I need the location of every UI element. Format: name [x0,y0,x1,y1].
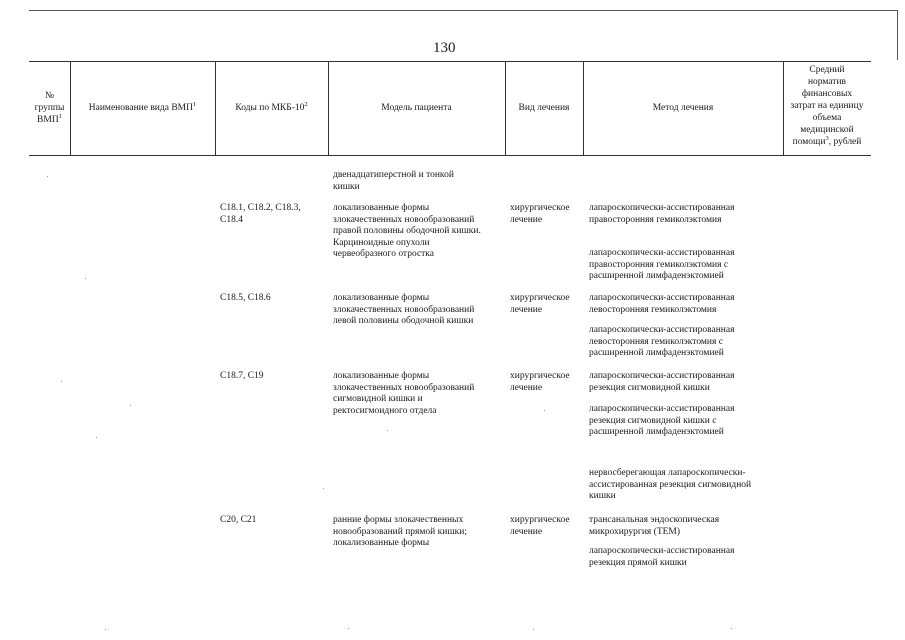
cell-line: лапароскопически-ассистированная [589,325,735,335]
cell-line: червеобразного отростка [333,249,434,259]
cell-line: новообразований прямой кишки; [333,526,467,537]
icd-codes-cell [220,293,271,305]
scan-speck [348,628,349,629]
cell-line: злокачественных новообразований [333,382,475,393]
treatment-method-cell [589,325,734,360]
cell-line: Карциноидные опухоли [333,237,430,248]
cell-line: кишки [589,491,616,501]
scan-speck [731,628,732,629]
header-cost-standard [783,64,871,148]
cell-line: резекция прямой кишки [589,557,687,568]
cell-line: хирургическое [510,371,570,381]
header-icd-codes [215,102,328,114]
cell-line: лапароскопически-ассистированная [589,546,735,556]
scan-speck [323,488,324,489]
cell-line: лечение [510,304,543,315]
cell-line: левой половины ободочной кишки [333,316,474,326]
cell-line: локализованные формы [333,293,430,303]
cell-line: нервосберегающая лапароскопически- [589,468,746,478]
treatment-type-cell [510,371,570,394]
icd-codes-cell [220,203,301,226]
cell-line: злокачественных новообразований [333,304,475,315]
treatment-method-cell [589,546,734,569]
footnote-marker: 2 [304,100,308,108]
cell-line: трансанальная эндоскопическая [589,515,720,525]
cell-line: лапароскопически-ассистированная [589,404,735,414]
scan-speck [544,410,545,411]
cell-line: C18.4 [220,214,243,225]
header-bottom-line [29,155,871,156]
treatment-method-cell [589,293,734,316]
scan-speck [130,405,131,406]
cell-line: резекция сигмовидной кишки [589,382,710,393]
treatment-method-cell [589,371,734,394]
cell-line: левосторонняя гемиколэктомия [589,304,717,315]
header-cost-text: , рублей [828,137,862,147]
cell-line: расширенной лимфаденэктомией [589,271,724,281]
cell-line: двенадцатиперстной и тонкой [333,170,454,180]
treatment-method-cell [589,468,751,503]
header-cost-line [783,136,871,148]
patient-model-cell [333,371,474,417]
footnote-marker: 3 [825,134,829,142]
right-border-line [897,10,898,60]
icd-codes-cell [220,515,256,527]
header-patient-model: Модель пациента [381,103,452,113]
header-vmp-name [70,102,215,114]
header-cost-text: помощи [792,137,826,147]
cell-line: сигмовидной кишки и [333,394,423,404]
cell-line: правосторонняя гемиколэктомия [589,214,722,225]
cell-line: правосторонняя гемиколэктомия с [589,259,729,270]
cell-line: хирургическое [510,293,570,303]
header-group-number-line: № [44,91,55,101]
header-cost-line: финансовых [801,89,853,99]
header-cost-line: Средний [809,65,845,75]
header-treatment-type: Вид лечения [518,103,570,113]
treatment-type-cell [510,515,570,538]
cell-line: хирургическое [510,203,570,213]
scan-speck [533,629,534,630]
cell-line: локализованные формы [333,371,430,381]
header-cost-line: объема [812,113,842,123]
cell-line: злокачественных новообразований [333,214,475,225]
treatment-method-cell [589,515,719,538]
cell-line: расширенной лимфаденэктомией [589,348,724,358]
cell-line: правой половины ободочной кишки. [333,226,481,236]
footnote-marker: 1 [192,100,197,108]
page-number: 130 [433,40,456,56]
cell-line: лечение [510,526,543,537]
treatment-method-cell [589,404,734,439]
cell-line: ректосигмоидного отдела [333,405,437,416]
cell-line: C18.1, C18.2, C18.3, [220,203,301,213]
cell-line: лапароскопически-ассистированная [589,371,735,381]
cell-line: лечение [510,214,543,225]
table-top-line [29,61,871,62]
cell-line: левосторонняя гемиколэктомия с [589,336,723,347]
cell-line: C20, C21 [220,515,257,525]
cell-line: кишки [333,181,360,192]
header-group-number [29,90,70,126]
cell-line: расширенной лимфаденэктомией [589,427,724,437]
cell-line: локализованные формы [333,203,430,213]
header-icd-codes-text: Коды по МКБ-10 [235,103,305,113]
patient-model-cell [333,203,481,261]
footnote-marker: 1 [58,112,62,120]
cell-line: хирургическое [510,515,570,525]
cell-line: лапароскопически-ассистированная [589,203,735,213]
header-cost-line: затрат на единицу [790,101,864,111]
cell-line: ранние формы злокачественных [333,515,464,525]
header-group-number-line [29,114,70,126]
cell-line: лапароскопически-ассистированная [589,293,735,303]
icd-codes-cell [220,371,264,383]
cell-line: резекция сигмовидной кишки с [589,415,717,426]
header-group-number-line: группы [34,103,65,113]
treatment-method-cell [589,203,734,226]
header-group-number-text: ВМП [37,115,59,125]
patient-model-cell [333,170,454,193]
top-border-line [29,10,898,11]
treatment-type-cell [510,203,570,226]
scan-speck [96,437,97,438]
scan-speck [387,430,388,431]
header-treatment-method: Метод лечения [652,103,714,113]
cell-line: C18.7, C19 [220,371,264,381]
patient-model-cell [333,293,474,328]
treatment-method-cell [589,248,734,283]
cell-line: C18.5, C18.6 [220,293,271,303]
cell-line: ассистированная резекция сигмовидной [589,479,752,490]
scan-speck [85,278,86,279]
scan-speck [105,629,106,630]
header-cost-line: медицинской [800,125,854,135]
treatment-type-cell [510,293,570,316]
patient-model-cell [333,515,467,550]
header-cost-line: норматив [807,77,847,87]
cell-line: лапароскопически-ассистированная [589,248,735,258]
scan-speck [61,381,62,382]
cell-line: микрохирургия (ТЕМ) [589,526,681,537]
cell-line: локализованные формы [333,538,430,548]
cell-line: лечение [510,382,543,393]
header-vmp-name-text: Наименование вида ВМП [88,103,193,113]
scan-speck [47,176,48,177]
